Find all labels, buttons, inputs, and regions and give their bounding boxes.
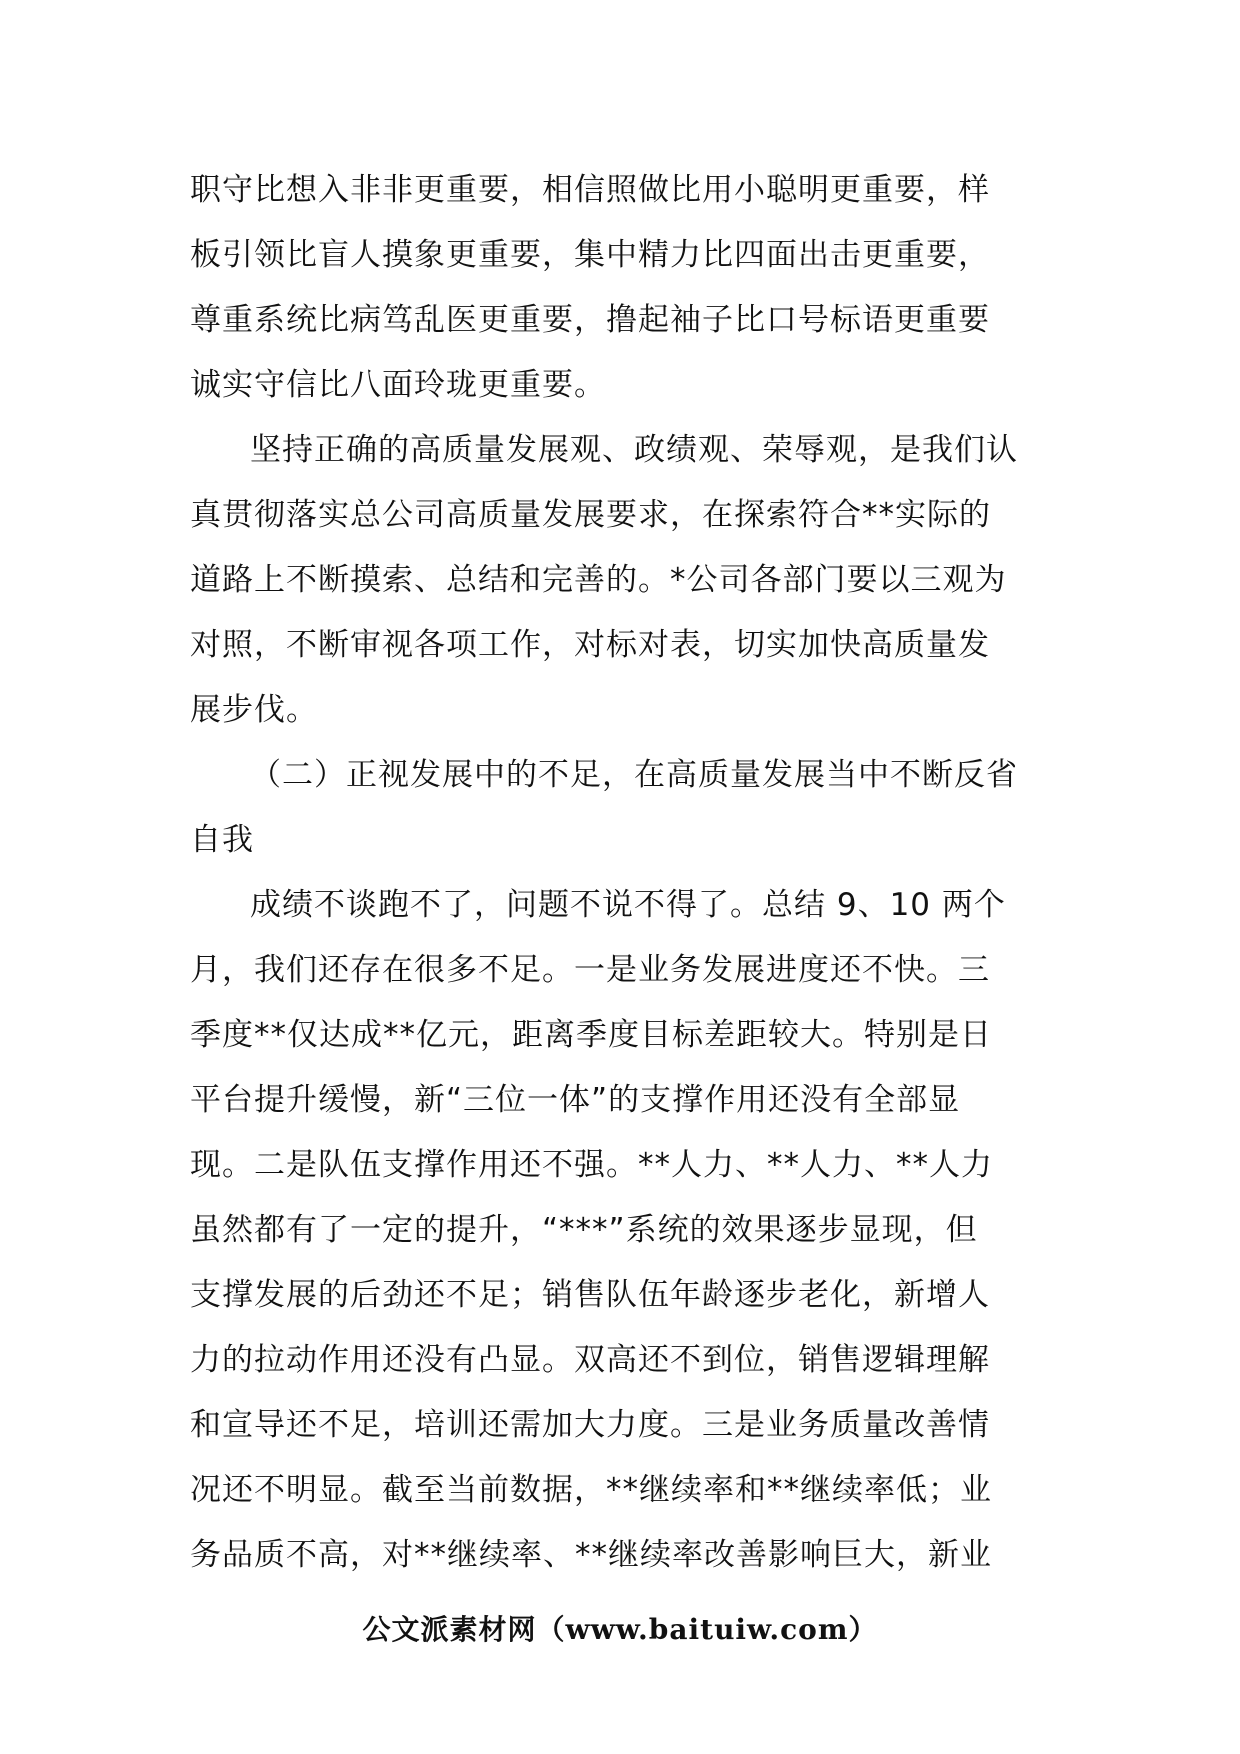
text-line: 虽然都有了一定的提升，“***”系统的效果逐步显现，但 [190, 1212, 978, 1248]
section-heading-line: （二）正视发展中的不足，在高质量发展当中不断反省 [250, 757, 1018, 793]
text-line: 平台提升缓慢，新“三位一体”的支撑作用还没有全部显 [190, 1082, 961, 1118]
text-line: 月，我们还存在很多不足。一是业务发展进度还不快。三 [190, 952, 990, 988]
text-line: 尊重系统比病笃乱医更重要，撸起袖子比口号标语更重要 [190, 302, 990, 338]
paragraph-start-line: 坚持正确的高质量发展观、政绩观、荣辱观，是我们认 [250, 432, 1018, 468]
text-line: 诚实守信比八面玲珑更重要。 [190, 367, 606, 403]
watermark-footer: 公文派素材网（www.baituiw.com） [362, 1613, 878, 1646]
text-line: 对照，不断审视各项工作，对标对表，切实加快高质量发 [190, 627, 990, 663]
text-line: 和宣导还不足，培训还需加大力度。三是业务质量改善情 [190, 1407, 990, 1443]
text-line: 力的拉动作用还没有凸显。双高还不到位，销售逻辑理解 [190, 1342, 990, 1378]
text-line: 现。二是队伍支撑作用还不强。**人力、**人力、**人力 [190, 1147, 993, 1183]
text-line: 板引领比盲人摸象更重要，集中精力比四面出击更重要， [190, 237, 990, 273]
text-line: 展步伐。 [190, 692, 318, 728]
text-line: 务品质不高，对**继续率、**继续率改善影响巨大，新业 [190, 1537, 992, 1573]
text-line: 职守比想入非非更重要，相信照做比用小聪明更重要，样 [190, 172, 990, 208]
text-line: 道路上不断摸索、总结和完善的。*公司各部门要以三观为 [190, 562, 1007, 598]
section-heading-line: 自我 [190, 822, 254, 858]
text-line: 况还不明显。截至当前数据，**继续率和**继续率低；业 [190, 1472, 992, 1508]
paragraph-start-line: 成绩不谈跑不了，问题不说不得了。总结 9、10 两个 [250, 887, 1006, 923]
text-line: 季度**仅达成**亿元，距离季度目标差距较大。特别是日 [190, 1017, 992, 1053]
text-line: 支撑发展的后劲还不足；销售队伍年龄逐步老化，新增人 [190, 1277, 990, 1313]
text-line: 真贯彻落实总公司高质量发展要求，在探索符合**实际的 [190, 497, 991, 533]
